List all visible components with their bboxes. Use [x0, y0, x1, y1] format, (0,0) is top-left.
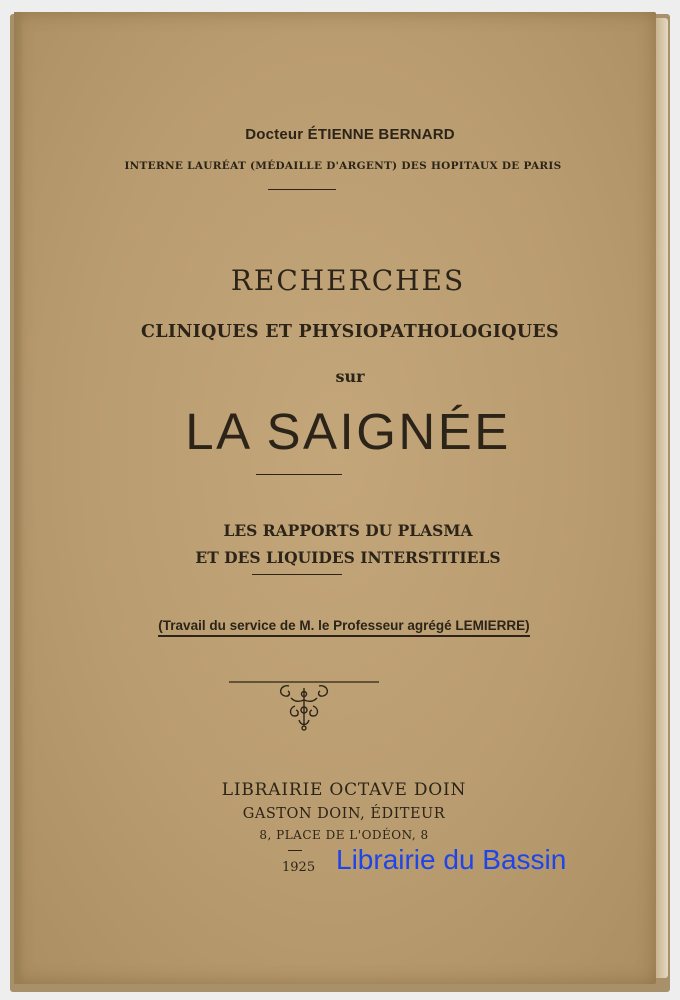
author-name: Docteur ÉTIENNE BERNARD: [245, 126, 455, 143]
author-subtitle: INTERNE LAURÉAT (MÉDAILLE D'ARGENT) DES HOPITAUX DE PARIS: [124, 160, 562, 172]
publisher-name: LIBRAIRIE OCTAVE DOIN: [221, 780, 467, 800]
watermark-text: Librairie du Bassin: [336, 844, 567, 875]
subtitle-line-2: ET DES LIQUIDES INTERSTITIELS: [195, 548, 501, 567]
title-cliniques: CLINIQUES ET PHYSIOPATHOLOGIQUES: [141, 322, 559, 342]
divider-rule: [268, 189, 336, 190]
subtitle-line-1: LES RAPPORTS DU PLASMA: [223, 521, 473, 540]
book-cover: [14, 12, 656, 984]
fleuron-ornament-icon: [229, 680, 379, 736]
title-recherches: RECHERCHES: [230, 264, 466, 297]
divider-rule: [256, 474, 342, 475]
service-note-text: (Travail du service de M. le Professeur agrégé LEMIERRE): [158, 618, 529, 637]
page-edges: [656, 18, 668, 978]
title-sur: sur: [335, 367, 365, 386]
spine-edge: [14, 12, 24, 984]
service-note: [14, 618, 656, 637]
publication-year: 1925: [282, 860, 316, 875]
publisher-editor: GASTON DOIN, ÉDITEUR: [242, 806, 446, 822]
divider-rule: [252, 574, 342, 575]
title-la-saignee: LA SAIGNÉE: [185, 403, 511, 460]
divider-rule: [288, 850, 302, 851]
publisher-address: 8, PLACE DE L'ODÉON, 8: [259, 828, 429, 842]
